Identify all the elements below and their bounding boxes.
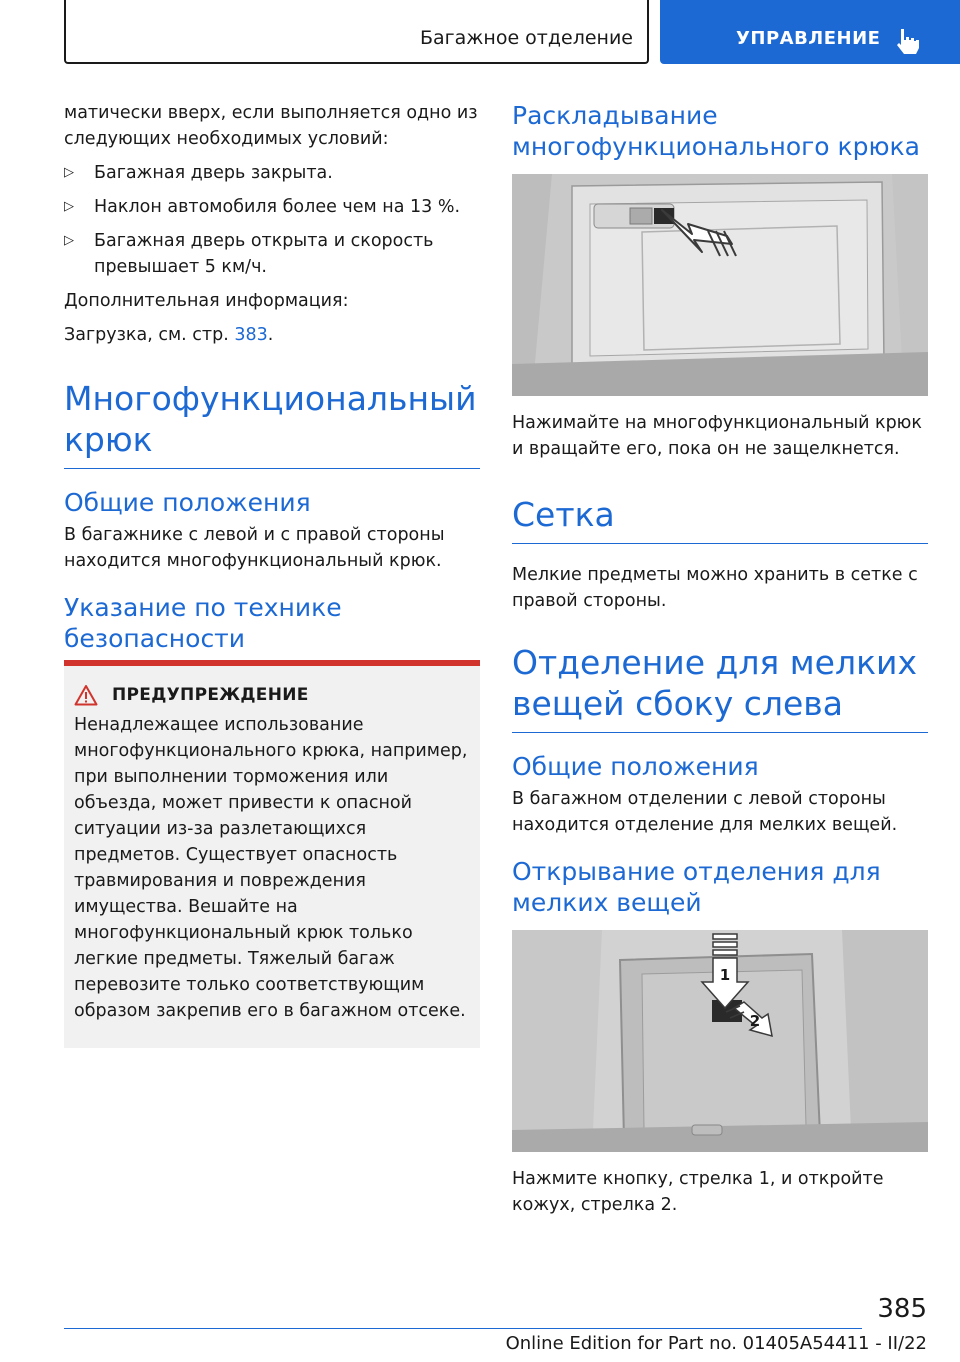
conditions-list bbox=[64, 160, 480, 280]
header-chapter-title: УПРАВЛЕНИЕ bbox=[736, 28, 881, 49]
warning-text: Ненадлежащее использование многофункционального крюка, например, при выполнении торможения или объезда, может привести к опасной ситуации из-за разлетающихся предметов. Существует опасность травмирования и повреждения имущества. Вешайте на многофункциональный крюк только легкие предметы. Тяжелый багаж перевозите только соответствующим образом закрепив его в багажном отсеке. bbox=[74, 715, 468, 1021]
warning-title: ПРЕДУПРЕЖДЕНИЕ bbox=[112, 685, 309, 705]
header-section-title: Багажное отделение bbox=[419, 27, 633, 49]
intro-text: матически вверх, если выполняется одно из следующих необходимых условий: bbox=[64, 103, 478, 149]
heading-opening: Открывание отделения для мелких вещей bbox=[512, 857, 881, 917]
warning-box bbox=[64, 660, 480, 1048]
list-item: ▷ Багажная дверь закрыта. bbox=[64, 160, 480, 186]
footer-divider bbox=[64, 1328, 862, 1329]
header-section-tab bbox=[64, 0, 649, 64]
list-item: ▷ Наклон автомобиля более чем на 13 %. bbox=[64, 194, 480, 220]
triangle-bullet-icon: ▷ bbox=[64, 165, 74, 180]
cross-reference: Загрузка, см. стр. 383. bbox=[64, 325, 274, 345]
unfold-text: Нажимайте на многофункциональный крюк и вращайте его, пока он не защелкнется. bbox=[512, 413, 922, 459]
compartment-text: В багажном отделении с левой стороны находится отделение для мелких вещей. bbox=[512, 789, 898, 835]
warning-triangle-icon bbox=[74, 684, 98, 706]
page-number: 385 bbox=[877, 1294, 927, 1324]
opening-text: Нажмите кнопку, стрелка 1, и откройте кожух, стрелка 2. bbox=[512, 1169, 884, 1215]
more-info-label: Дополнительная информация: bbox=[64, 291, 349, 311]
heading-general-2: Общие положения bbox=[512, 752, 759, 781]
heading-unfold-hook: Раскладывание многофункционального крюка bbox=[512, 101, 920, 161]
heading-general: Общие положения bbox=[64, 488, 311, 517]
footer-edition: Online Edition for Part no. 01405A54411 - II/22 bbox=[505, 1333, 927, 1354]
heading-net: Сетка bbox=[512, 494, 928, 544]
compartment-photo bbox=[512, 930, 928, 1152]
right-column bbox=[512, 100, 928, 1218]
page-link[interactable]: 383 bbox=[234, 325, 268, 345]
triangle-bullet-icon: ▷ bbox=[64, 233, 74, 248]
list-item: ▷ Багажная дверь открыта и скорость превышает 5 км/ч. bbox=[64, 228, 480, 280]
warning-header bbox=[74, 684, 470, 706]
header-chapter-tab bbox=[660, 0, 960, 64]
heading-compartment: Отделение для мелких вещей сбоку слева bbox=[512, 642, 928, 733]
heading-safety: Указание по технике безопасности bbox=[64, 593, 342, 653]
heading-multifunction-hook: Многофункциональный крюк bbox=[64, 378, 480, 469]
arrow-1-label: 1 bbox=[719, 966, 731, 984]
triangle-bullet-icon: ▷ bbox=[64, 199, 74, 214]
left-column bbox=[64, 100, 480, 1048]
hook-photo bbox=[512, 174, 928, 396]
arrow-2-label: 2 bbox=[749, 1012, 761, 1030]
net-text: Мелкие предметы можно хранить в сетке с правой стороны. bbox=[512, 565, 918, 611]
general-text: В багажнике с левой и с правой стороны находится многофункциональный крюк. bbox=[64, 525, 445, 571]
pointing-hand-icon bbox=[892, 26, 922, 56]
